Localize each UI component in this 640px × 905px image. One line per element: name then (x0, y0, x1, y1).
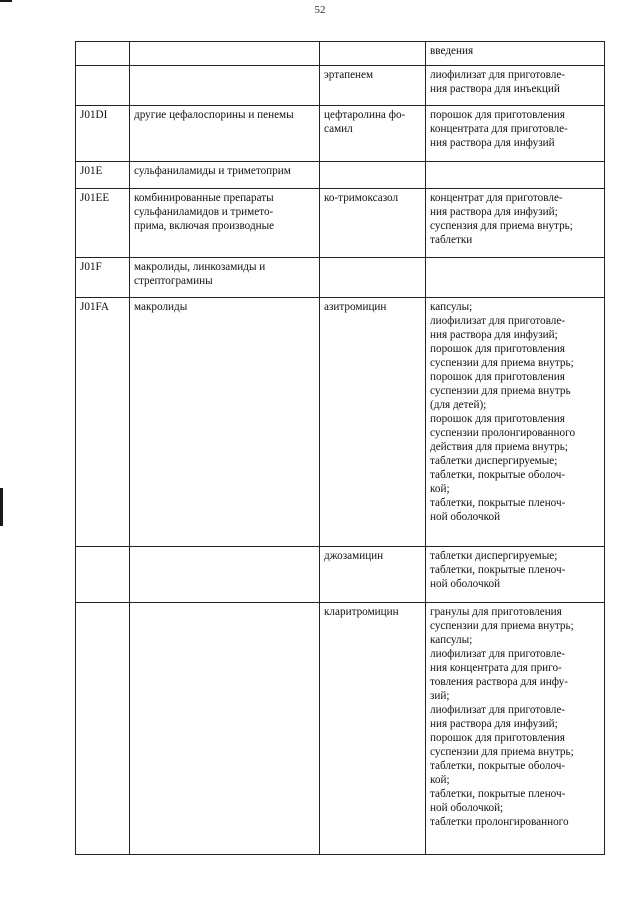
dosage-forms-cell (426, 162, 605, 189)
table-row (76, 298, 605, 547)
anatomical-group-cell (130, 189, 320, 258)
anatomical-group-line: сульфаниламиды и триметоприм (134, 165, 291, 177)
drug-name-cell (320, 66, 426, 106)
drug-name-line: азитромицин (324, 301, 387, 313)
dosage-forms-line: капсулы; (430, 634, 473, 646)
drug-name-cell (320, 189, 426, 258)
dosage-forms-cell (426, 298, 605, 547)
drug-name-line: цефтаролина фо- (324, 109, 406, 121)
atc-code-cell (76, 603, 130, 855)
dosage-forms-line: концентрат для приготовле- (430, 192, 563, 204)
dosage-forms-cell (426, 42, 605, 66)
drug-name-cell (320, 258, 426, 298)
dosage-forms-line: порошок для приготовления (430, 732, 565, 744)
dosage-forms-line: ния раствора для инфузий; (430, 718, 558, 730)
atc-code-cell (76, 298, 130, 547)
dosage-forms-line: суспензии для приема внутрь; (430, 620, 574, 632)
dosage-forms-line: гранулы для приготовления (430, 606, 562, 618)
anatomical-group-line: другие цефалоспорины и пенемы (134, 109, 294, 121)
dosage-forms-line: порошок для приготовления (430, 109, 565, 121)
scan-artifact-margin (0, 488, 3, 526)
dosage-forms-line: лиофилизат для приготовле- (430, 69, 566, 81)
anatomical-group-line: комбинированные препараты (134, 192, 274, 204)
atc-code-cell (76, 547, 130, 603)
anatomical-group-cell (130, 547, 320, 603)
dosage-forms-line: суспензия для приема внутрь; (430, 220, 573, 232)
dosage-forms-line: порошок для приготовления (430, 371, 565, 383)
dosage-forms-cell (426, 106, 605, 162)
atc-code: J01F (80, 261, 102, 273)
dosage-forms-cell (426, 258, 605, 298)
drug-name-cell (320, 106, 426, 162)
dosage-forms-line: ния раствора для инъекций (430, 83, 560, 95)
table-row (76, 603, 605, 855)
anatomical-group-cell (130, 603, 320, 855)
dosage-forms-line: суспензии пролонгированного (430, 427, 576, 439)
anatomical-group-cell (130, 298, 320, 547)
anatomical-group-cell (130, 42, 320, 66)
anatomical-group-cell (130, 258, 320, 298)
anatomical-group-line: макролиды, линкозамиды и (134, 261, 266, 273)
atc-code-cell (76, 42, 130, 66)
dosage-forms-line: таблетки (430, 234, 473, 246)
anatomical-group-line: макролиды (134, 301, 188, 313)
dosage-forms-line: таблетки, покрытые оболоч- (430, 469, 566, 481)
dosage-forms-line: капсулы; (430, 301, 473, 313)
anatomical-group-line: прима, включая производные (134, 220, 275, 232)
dosage-forms-line: концентрата для приготовле- (430, 123, 568, 135)
drug-name-line: эртапенем (324, 69, 374, 81)
dosage-forms-line: лиофилизат для приготовле- (430, 648, 566, 660)
dosage-forms-line: ния раствора для инфузий (430, 137, 555, 149)
drug-name-line: самил (324, 123, 353, 135)
dosage-forms-line: действия для приема внутрь; (430, 441, 568, 453)
dosage-forms-line: таблетки пролонгированного (430, 816, 569, 828)
drug-name-cell (320, 42, 426, 66)
atc-code-cell (76, 258, 130, 298)
drug-name-cell (320, 298, 426, 547)
dosage-forms-line: таблетки диспергируемые; (430, 550, 558, 562)
dosage-forms-line: ния раствора для инфузий; (430, 206, 558, 218)
atc-code: J01E (80, 165, 103, 177)
dosage-forms-line: зий; (430, 690, 450, 702)
atc-code-cell (76, 189, 130, 258)
dosage-forms-line: кой; (430, 483, 450, 495)
table-row (76, 42, 605, 66)
page-number: 52 (314, 4, 326, 16)
drug-name-cell (320, 603, 426, 855)
dosage-forms-line: таблетки, покрытые пленоч- (430, 564, 566, 576)
dosage-forms-line: ния концентрата для приго- (430, 662, 562, 674)
anatomical-group-line: сульфаниламидов и тримето- (134, 206, 274, 218)
drug-name-cell (320, 162, 426, 189)
dosage-forms-line: лиофилизат для приготовле- (430, 704, 566, 716)
table-row (76, 258, 605, 298)
dosage-forms-line: таблетки, покрытые пленоч- (430, 497, 566, 509)
table-row (76, 189, 605, 258)
dosage-forms-line: (для детей); (430, 399, 487, 411)
drug-table-body (76, 42, 605, 855)
dosage-forms-line: ния раствора для инфузий; (430, 329, 558, 341)
anatomical-group-cell (130, 162, 320, 189)
anatomical-group-cell (130, 106, 320, 162)
atc-code: J01FA (80, 301, 110, 313)
dosage-forms-line: суспензии для приема внутрь; (430, 746, 574, 758)
dosage-forms-line: таблетки, покрытые оболоч- (430, 760, 566, 772)
drug-name-line: джозамицин (324, 550, 384, 562)
dosage-forms-cell (426, 66, 605, 106)
dosage-forms-line: лиофилизат для приготовле- (430, 315, 566, 327)
dosage-forms-line: ной оболочкой (430, 578, 501, 590)
dosage-forms-line: порошок для приготовления (430, 413, 565, 425)
dosage-forms-line: таблетки диспергируемые; (430, 455, 558, 467)
table-row (76, 66, 605, 106)
atc-code-cell (76, 66, 130, 106)
table-row (76, 106, 605, 162)
drug-name-line: кларитромицин (324, 606, 399, 618)
dosage-forms-line: порошок для приготовления (430, 343, 565, 355)
scan-artifact-top (0, 0, 12, 2)
atc-code-cell (76, 106, 130, 162)
dosage-forms-line: ной оболочкой; (430, 802, 504, 814)
anatomical-group-line: стрептограмины (134, 275, 213, 287)
dosage-forms-line: ной оболочкой (430, 511, 501, 523)
atc-code: J01DI (80, 109, 108, 121)
dosage-forms-line: таблетки, покрытые пленоч- (430, 788, 566, 800)
dosage-forms-line: введения (430, 45, 474, 57)
dosage-forms-line: кой; (430, 774, 450, 786)
dosage-forms-cell (426, 547, 605, 603)
atc-code-cell (76, 162, 130, 189)
atc-code: J01EE (80, 192, 110, 204)
table-row (76, 162, 605, 189)
dosage-forms-line: товления раствора для инфу- (430, 676, 568, 688)
dosage-forms-line: суспензии для приема внутрь; (430, 357, 574, 369)
drug-name-line: ко-тримоксазол (324, 192, 399, 204)
dosage-forms-cell (426, 603, 605, 855)
drug-table (75, 41, 605, 855)
dosage-forms-cell (426, 189, 605, 258)
table-row (76, 547, 605, 603)
drug-name-cell (320, 547, 426, 603)
anatomical-group-cell (130, 66, 320, 106)
dosage-forms-line: суспензии для приема внутрь (430, 385, 571, 397)
